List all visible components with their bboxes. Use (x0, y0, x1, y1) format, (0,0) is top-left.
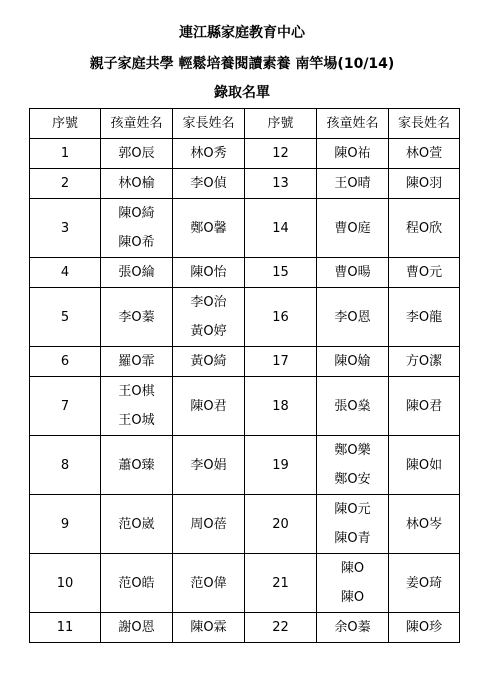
person-name: 陳O希 (118, 235, 155, 250)
column-header-right-child: 孩童姓名 (317, 109, 389, 139)
cell-right-no: 21 (245, 554, 317, 613)
person-name: 羅O霏 (118, 354, 155, 369)
cell-left-child (101, 169, 173, 199)
cell-left-parent (173, 169, 245, 199)
admission-table (29, 108, 460, 643)
cell-right-no: 13 (245, 169, 317, 199)
cell-right-no: 15 (245, 258, 317, 288)
person-name: 王O晴 (334, 176, 371, 191)
column-header-right-no: 序號 (245, 109, 317, 139)
cell-left-parent (173, 613, 245, 643)
cell-left-parent (173, 288, 245, 347)
cell-left-parent (173, 495, 245, 554)
cell-right-no: 22 (245, 613, 317, 643)
cell-right-no: 19 (245, 436, 317, 495)
cell-left-parent (173, 436, 245, 495)
cell-right-child (317, 139, 389, 169)
cell-left-child (101, 347, 173, 377)
table-row (30, 377, 460, 436)
table-body (30, 139, 460, 643)
person-name: 程O欣 (405, 220, 443, 236)
person-name: 林O秀 (190, 146, 227, 161)
cell-left-child (101, 613, 173, 643)
cell-right-parent (389, 199, 460, 258)
table-row (30, 554, 460, 613)
person-name: 黃O綺 (190, 354, 227, 369)
person-name: 蕭O臻 (118, 457, 155, 473)
person-name: 王O城 (118, 413, 155, 428)
cell-right-parent (389, 436, 460, 495)
cell-right-parent (389, 377, 460, 436)
person-name: 陳O綺 (118, 206, 155, 221)
table-row (30, 436, 460, 495)
person-name: 陳O羽 (405, 176, 443, 191)
cell-right-child (317, 169, 389, 199)
cell-left-parent (173, 139, 245, 169)
person-name: 陳O青 (334, 531, 371, 546)
cell-right-parent (389, 554, 460, 613)
cell-right-child (317, 377, 389, 436)
cell-left-no: 8 (30, 436, 101, 495)
person-name: 郭O辰 (118, 146, 155, 161)
table-row (30, 139, 460, 169)
person-name: 陳O君 (190, 398, 227, 414)
cell-left-child (101, 139, 173, 169)
person-name: 林O萱 (405, 146, 443, 161)
person-name: 陳O如 (405, 457, 443, 473)
cell-left-no: 9 (30, 495, 101, 554)
person-name: 陳O珍 (405, 620, 443, 635)
cell-left-child (101, 199, 173, 258)
person-name: 余O蓁 (334, 620, 371, 635)
cell-right-parent (389, 495, 460, 554)
cell-left-child (101, 377, 173, 436)
cell-right-child (317, 288, 389, 347)
cell-left-child (101, 288, 173, 347)
person-name: 黃O婷 (190, 324, 227, 339)
cell-left-no: 5 (30, 288, 101, 347)
table-row (30, 347, 460, 377)
person-name: 李O蓁 (118, 309, 155, 325)
cell-right-no: 18 (245, 377, 317, 436)
organization-title: 連江縣家庭教育中心 (179, 25, 305, 41)
person-name: 陳O祐 (334, 146, 371, 161)
cell-right-parent (389, 288, 460, 347)
cell-right-child (317, 199, 389, 258)
table-row (30, 288, 460, 347)
cell-left-no: 7 (30, 377, 101, 436)
table-row (30, 495, 460, 554)
person-name: 鄭O安 (334, 472, 371, 487)
cell-right-parent (389, 139, 460, 169)
cell-right-no: 17 (245, 347, 317, 377)
table-row (30, 169, 460, 199)
cell-left-no: 2 (30, 169, 101, 199)
person-name: 陳O媮 (334, 354, 371, 369)
person-name: 李O治 (190, 295, 227, 310)
table-row (30, 258, 460, 288)
person-name: 李O娟 (190, 457, 227, 473)
cell-left-no: 1 (30, 139, 101, 169)
person-name: 陳O元 (334, 502, 371, 517)
cell-right-child (317, 495, 389, 554)
person-name: 曹O庭 (334, 220, 371, 236)
person-name: 謝O恩 (118, 620, 155, 635)
cell-right-child (317, 554, 389, 613)
cell-right-no: 16 (245, 288, 317, 347)
cell-left-child (101, 495, 173, 554)
column-header-left-child: 孩童姓名 (101, 109, 173, 139)
person-name: 范O崴 (118, 516, 155, 532)
cell-right-parent (389, 258, 460, 288)
cell-right-no: 20 (245, 495, 317, 554)
cell-right-child (317, 613, 389, 643)
cell-right-no: 12 (245, 139, 317, 169)
cell-left-no: 4 (30, 258, 101, 288)
cell-left-child (101, 436, 173, 495)
person-name: 鄭O馨 (190, 220, 227, 236)
person-name: 陳O (340, 590, 365, 605)
person-name: 張O燊 (334, 398, 371, 414)
cell-left-no: 6 (30, 347, 101, 377)
cell-left-parent (173, 554, 245, 613)
cell-right-parent (389, 347, 460, 377)
table-row (30, 199, 460, 258)
cell-left-parent (173, 199, 245, 258)
column-header-right-parent: 家長姓名 (389, 109, 460, 139)
person-name: 姜O琦 (405, 575, 443, 591)
person-name: 曹O元 (405, 265, 443, 280)
cell-left-parent (173, 377, 245, 436)
person-name: 曹O暘 (334, 265, 371, 280)
cell-right-child (317, 436, 389, 495)
cell-right-no: 14 (245, 199, 317, 258)
cell-right-child (317, 347, 389, 377)
list-title: 錄取名單 (214, 85, 270, 101)
person-name: 李O龍 (405, 309, 443, 325)
cell-right-child (317, 258, 389, 288)
cell-left-no: 11 (30, 613, 101, 643)
cell-left-parent (173, 258, 245, 288)
cell-left-no: 10 (30, 554, 101, 613)
person-name: 李O偵 (190, 176, 227, 191)
person-name: 方O潔 (405, 354, 443, 369)
table-header-row (30, 109, 460, 139)
person-name: 李O恩 (334, 309, 371, 325)
person-name: 周O蓓 (190, 516, 227, 532)
cell-left-no: 3 (30, 199, 101, 258)
cell-left-child (101, 554, 173, 613)
cell-left-parent (173, 347, 245, 377)
person-name: 陳O君 (405, 398, 443, 414)
cell-right-parent (389, 613, 460, 643)
person-name: 林O岑 (405, 516, 443, 532)
person-name: 陳O霖 (190, 620, 227, 635)
person-name: 范O偉 (190, 575, 227, 591)
column-header-left-parent: 家長姓名 (173, 109, 245, 139)
person-name: 鄭O樂 (334, 443, 371, 458)
person-name: 陳O (340, 561, 365, 576)
person-name: 范O皓 (118, 575, 155, 591)
person-name: 陳O怡 (190, 265, 227, 280)
column-header-left-no: 序號 (30, 109, 101, 139)
cell-right-parent (389, 169, 460, 199)
person-name: 王O棋 (118, 384, 155, 399)
person-name: 張O綸 (118, 265, 155, 280)
person-name: 林O榆 (118, 176, 155, 191)
event-title: 親子家庭共學 輕鬆培養閱讀素養 南竿場(10/14) (89, 56, 395, 72)
table-row (30, 613, 460, 643)
cell-left-child (101, 258, 173, 288)
